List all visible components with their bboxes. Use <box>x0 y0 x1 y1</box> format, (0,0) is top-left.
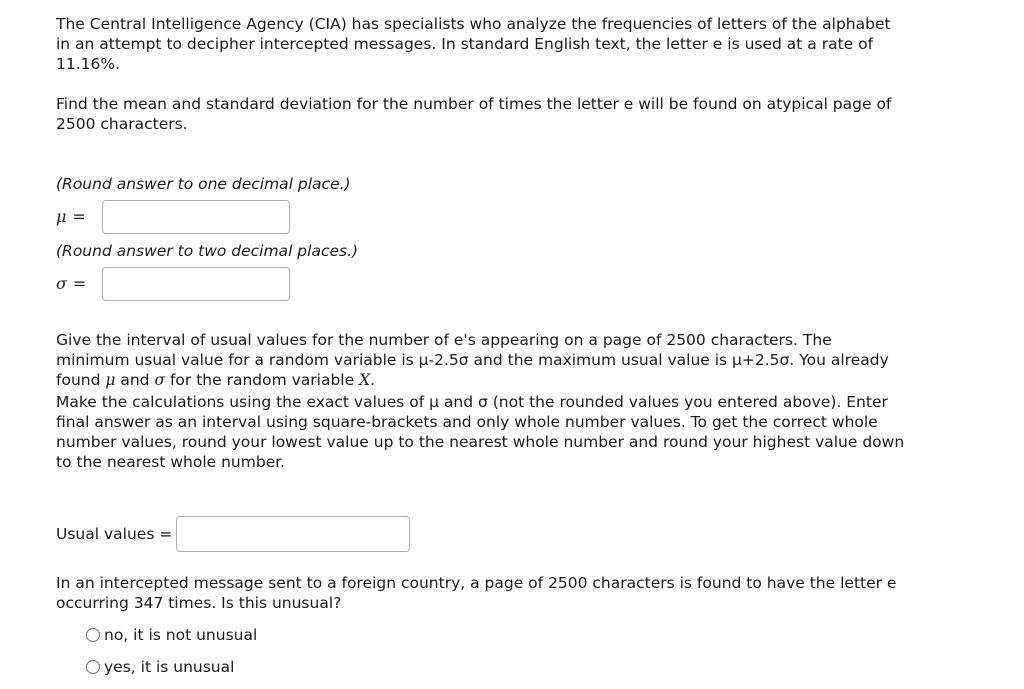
interval-and: and <box>115 371 155 389</box>
interval-x: X <box>359 371 371 389</box>
sigma-symbol: σ <box>56 274 67 293</box>
usual-values-label: Usual values = <box>56 525 173 543</box>
find-paragraph: Find the mean and standard deviation for the number of times the letter e will be found on atypical page of 2500 characters. <box>56 95 892 133</box>
mean-input[interactable] <box>102 200 290 234</box>
interval-mu: μ <box>105 371 116 389</box>
interval-sigma: σ <box>154 371 166 389</box>
question-page <box>56 14 906 689</box>
mean-round-note: (Round answer to one decimal place.) <box>56 175 351 193</box>
option-yes[interactable] <box>86 657 906 677</box>
option-no[interactable] <box>86 625 906 645</box>
sd-input[interactable] <box>102 267 290 301</box>
calc-paragraph: Make the calculations using the exact values of μ and σ (not the rounded values you entered above). Enter final answer as an interval using square-brackets and only whole number values. To get the correct whole number values, round your lowest value up to the nearest whole number and round your highest value down to the nearest whole number. <box>56 393 905 471</box>
sd-answer-row <box>56 266 906 302</box>
intro-paragraph: The Central Intelligence Agency (CIA) has specialists who analyze the frequencies of letters of the alphabet in an attempt to decipher intercepted messages. In standard English text, the letter e is used at a rate of 11.16%. <box>56 15 891 73</box>
mu-label <box>56 207 102 227</box>
unusual-radio-group <box>86 625 906 677</box>
interval-paragraph <box>56 330 906 390</box>
sigma-label <box>56 274 102 294</box>
interval-period: . <box>370 371 376 389</box>
intercept-paragraph: In an intercepted message sent to a foreign country, a page of 2500 characters is found to have the letter e occurring 347 times. Is this unusual? <box>56 574 897 612</box>
sd-round-note: (Round answer to two decimal places.) <box>56 242 359 260</box>
radio-circle-icon[interactable] <box>86 628 100 642</box>
usual-values-input[interactable] <box>176 516 410 552</box>
interval-text-b: for the random variable <box>165 371 360 389</box>
interval-text-a: Give the interval of usual values for the number of e's appearing on a page of 2500 characters. The minimum usual value for a random variable is μ-2.5σ and the maximum usual value is μ+2.5σ. You already found <box>56 331 889 389</box>
option-no-label: no, it is not unusual <box>104 626 258 644</box>
usual-values-row <box>56 516 906 552</box>
mean-answer-row <box>56 199 906 235</box>
mu-symbol: μ <box>56 207 67 226</box>
radio-circle-icon[interactable] <box>86 660 100 674</box>
option-yes-label: yes, it is unusual <box>104 658 235 676</box>
sigma-equals: = <box>72 274 87 293</box>
mu-equals: = <box>72 207 86 226</box>
